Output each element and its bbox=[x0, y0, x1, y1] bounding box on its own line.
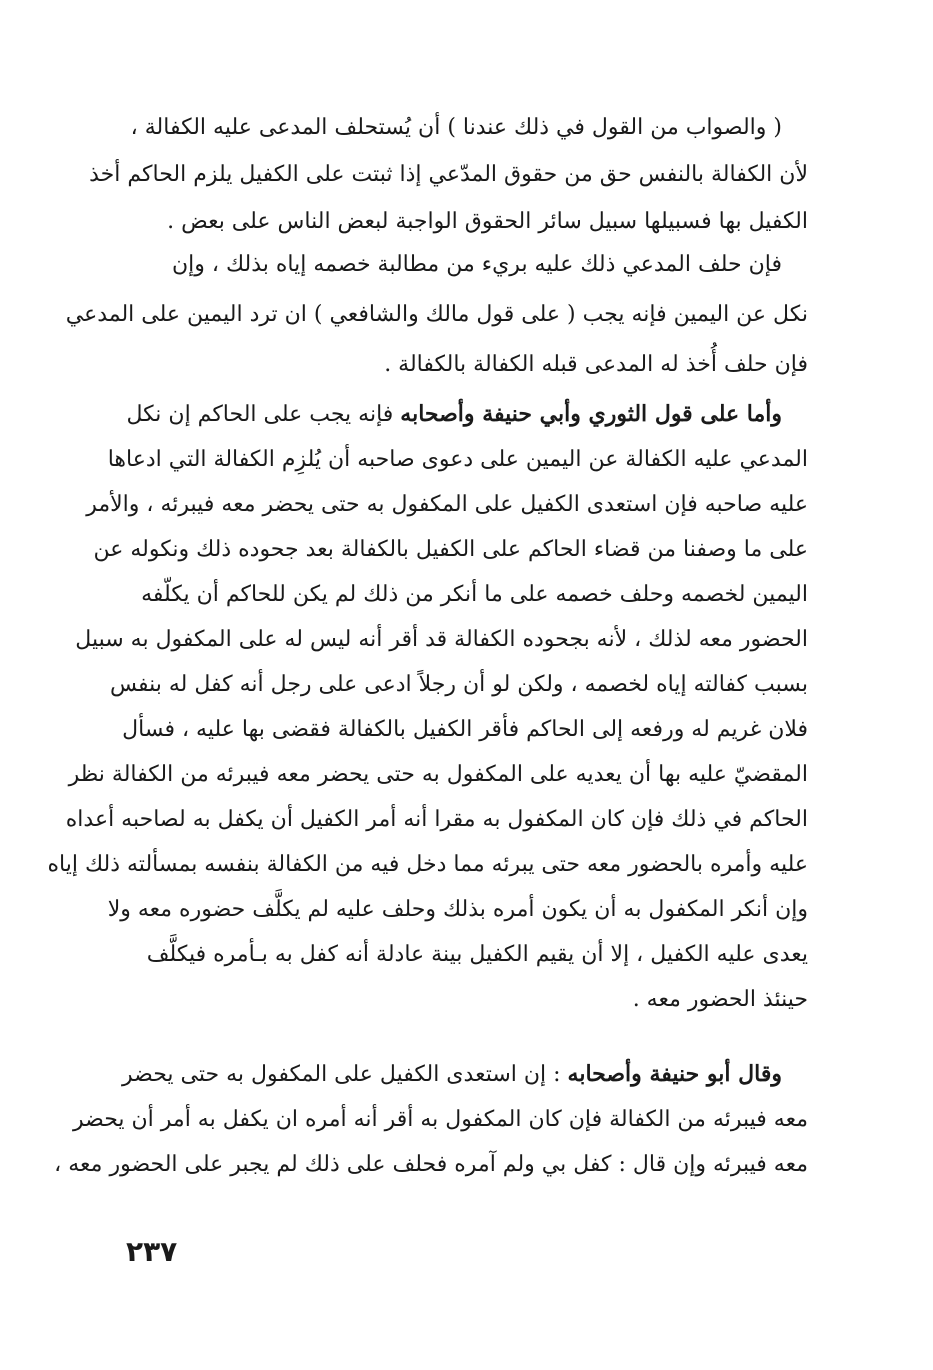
text-line: الحضور معه لذلك ، لأنه بجحوده الكفالة قد أقر أنه ليس له على المكفول به سبيل bbox=[75, 627, 808, 652]
text-line: لأن الكفالة بالنفس حق من حقوق المدّعي إذا ثبتت على الكفيل يلزم الحاكم أخذ bbox=[89, 162, 808, 187]
text-line: معه فيبرئه من الكفالة فإن كان المكفول به أقر أنه أمره ان يكفل به أمر أن يحضر bbox=[72, 1107, 808, 1132]
text-line: الحاكم في ذلك فإن كان المكفول به مقرا أنه أمر الكفيل أن يكفل به لصاحبه أعداه bbox=[65, 807, 808, 832]
text-line: الكفيل بها فسبيلها سبيل سائر الحقوق الواجبة لبعض الناس على بعض . bbox=[167, 209, 808, 234]
paragraph-2 bbox=[65, 240, 808, 390]
paragraph-1 bbox=[89, 104, 808, 245]
text-line: فإن حلف أُخذ له المدعى قبله الكفالة بالكفالة . bbox=[384, 352, 808, 377]
text-line: المدعي عليه الكفالة عن اليمين على دعوى صاحبه أن يُلزِم الكفالة التي ادعاها bbox=[107, 447, 808, 472]
text-line: وإن أنكر المكفول به أن يكون أمره بذلك وحلف عليه لم يكلَّف حضوره معه ولا bbox=[107, 897, 808, 922]
paragraph-3 bbox=[47, 392, 808, 1022]
text-line-first bbox=[128, 392, 808, 437]
paragraph-4-first-rest: : إن استعدى الكفيل على المكفول به حتى يحضر bbox=[122, 1062, 568, 1087]
text-line: فلان غريم له ورفعه إلى الحاكم فأقر الكفيل بالكفالة فقضى بها عليه ، فسأل bbox=[122, 717, 808, 742]
text-line: بسبب كفالته إياه لخصمه ، ولكن لو أن رجلاً ادعى على رجل أنه كفل له بنفس bbox=[109, 672, 808, 697]
text-line: حينئذ الحضور معه . bbox=[632, 987, 808, 1012]
text-line: نكل عن اليمين فإنه يجب ( على قول مالك والشافعي ) ان ترد اليمين على المدعي bbox=[65, 302, 808, 327]
text-line: عليه وأمره بالحضور معه حتى يبرئه مما دخل فيه من الكفالة بنفسه بمسألته ذلك إياه bbox=[47, 852, 808, 877]
text-line: ( والصواب من القول في ذلك عندنا ) أن يُستحلف المدعى عليه الكفالة ، bbox=[130, 115, 782, 140]
text-line: على ما وصفنا من قضاء الحاكم على الكفيل بالكفالة بعد جحوده ذلك ونكوله عن bbox=[93, 537, 808, 562]
paragraph-3-lead: وأما على قول الثوري وأبي حنيفة وأصحابه bbox=[400, 401, 782, 427]
text-line: معه فيبرئه وإن قال : كفل بي ولم آمره فحلف على ذلك لم يجبر على الحضور معه ، bbox=[54, 1152, 808, 1177]
text-line: المقضيّ عليه بها أن يعديه على المكفول به حتى يحضر معه فيبرئه من الكفالة نظر bbox=[68, 762, 808, 787]
text-line-first bbox=[122, 1052, 808, 1097]
page-number: ٢٣٧ bbox=[126, 1235, 178, 1268]
paragraph-4 bbox=[54, 1052, 808, 1187]
paragraph-4-lead: وقال أبو حنيفة وأصحابه bbox=[567, 1061, 782, 1087]
text-line: اليمين لخصمه وحلف خصمه على ما أنكر من ذلك لم يكن للحاكم أن يكلّفه bbox=[141, 582, 808, 607]
text-line: عليه صاحبه فإن استعدى الكفيل على المكفول به حتى يحضر معه فيبرئه ، والأمر bbox=[86, 492, 808, 517]
text-line: يعدى عليه الكفيل ، إلا أن يقيم الكفيل بينة عادلة أنه كفل به بـأمره فيكلَّف bbox=[146, 942, 808, 967]
paragraph-3-first-rest: فإنه يجب على الحاكم إن نكل bbox=[126, 402, 401, 427]
text-line: فإن حلف المدعي ذلك عليه بريء من مطالبة خصمه إياه بذلك ، وإن bbox=[172, 252, 782, 277]
